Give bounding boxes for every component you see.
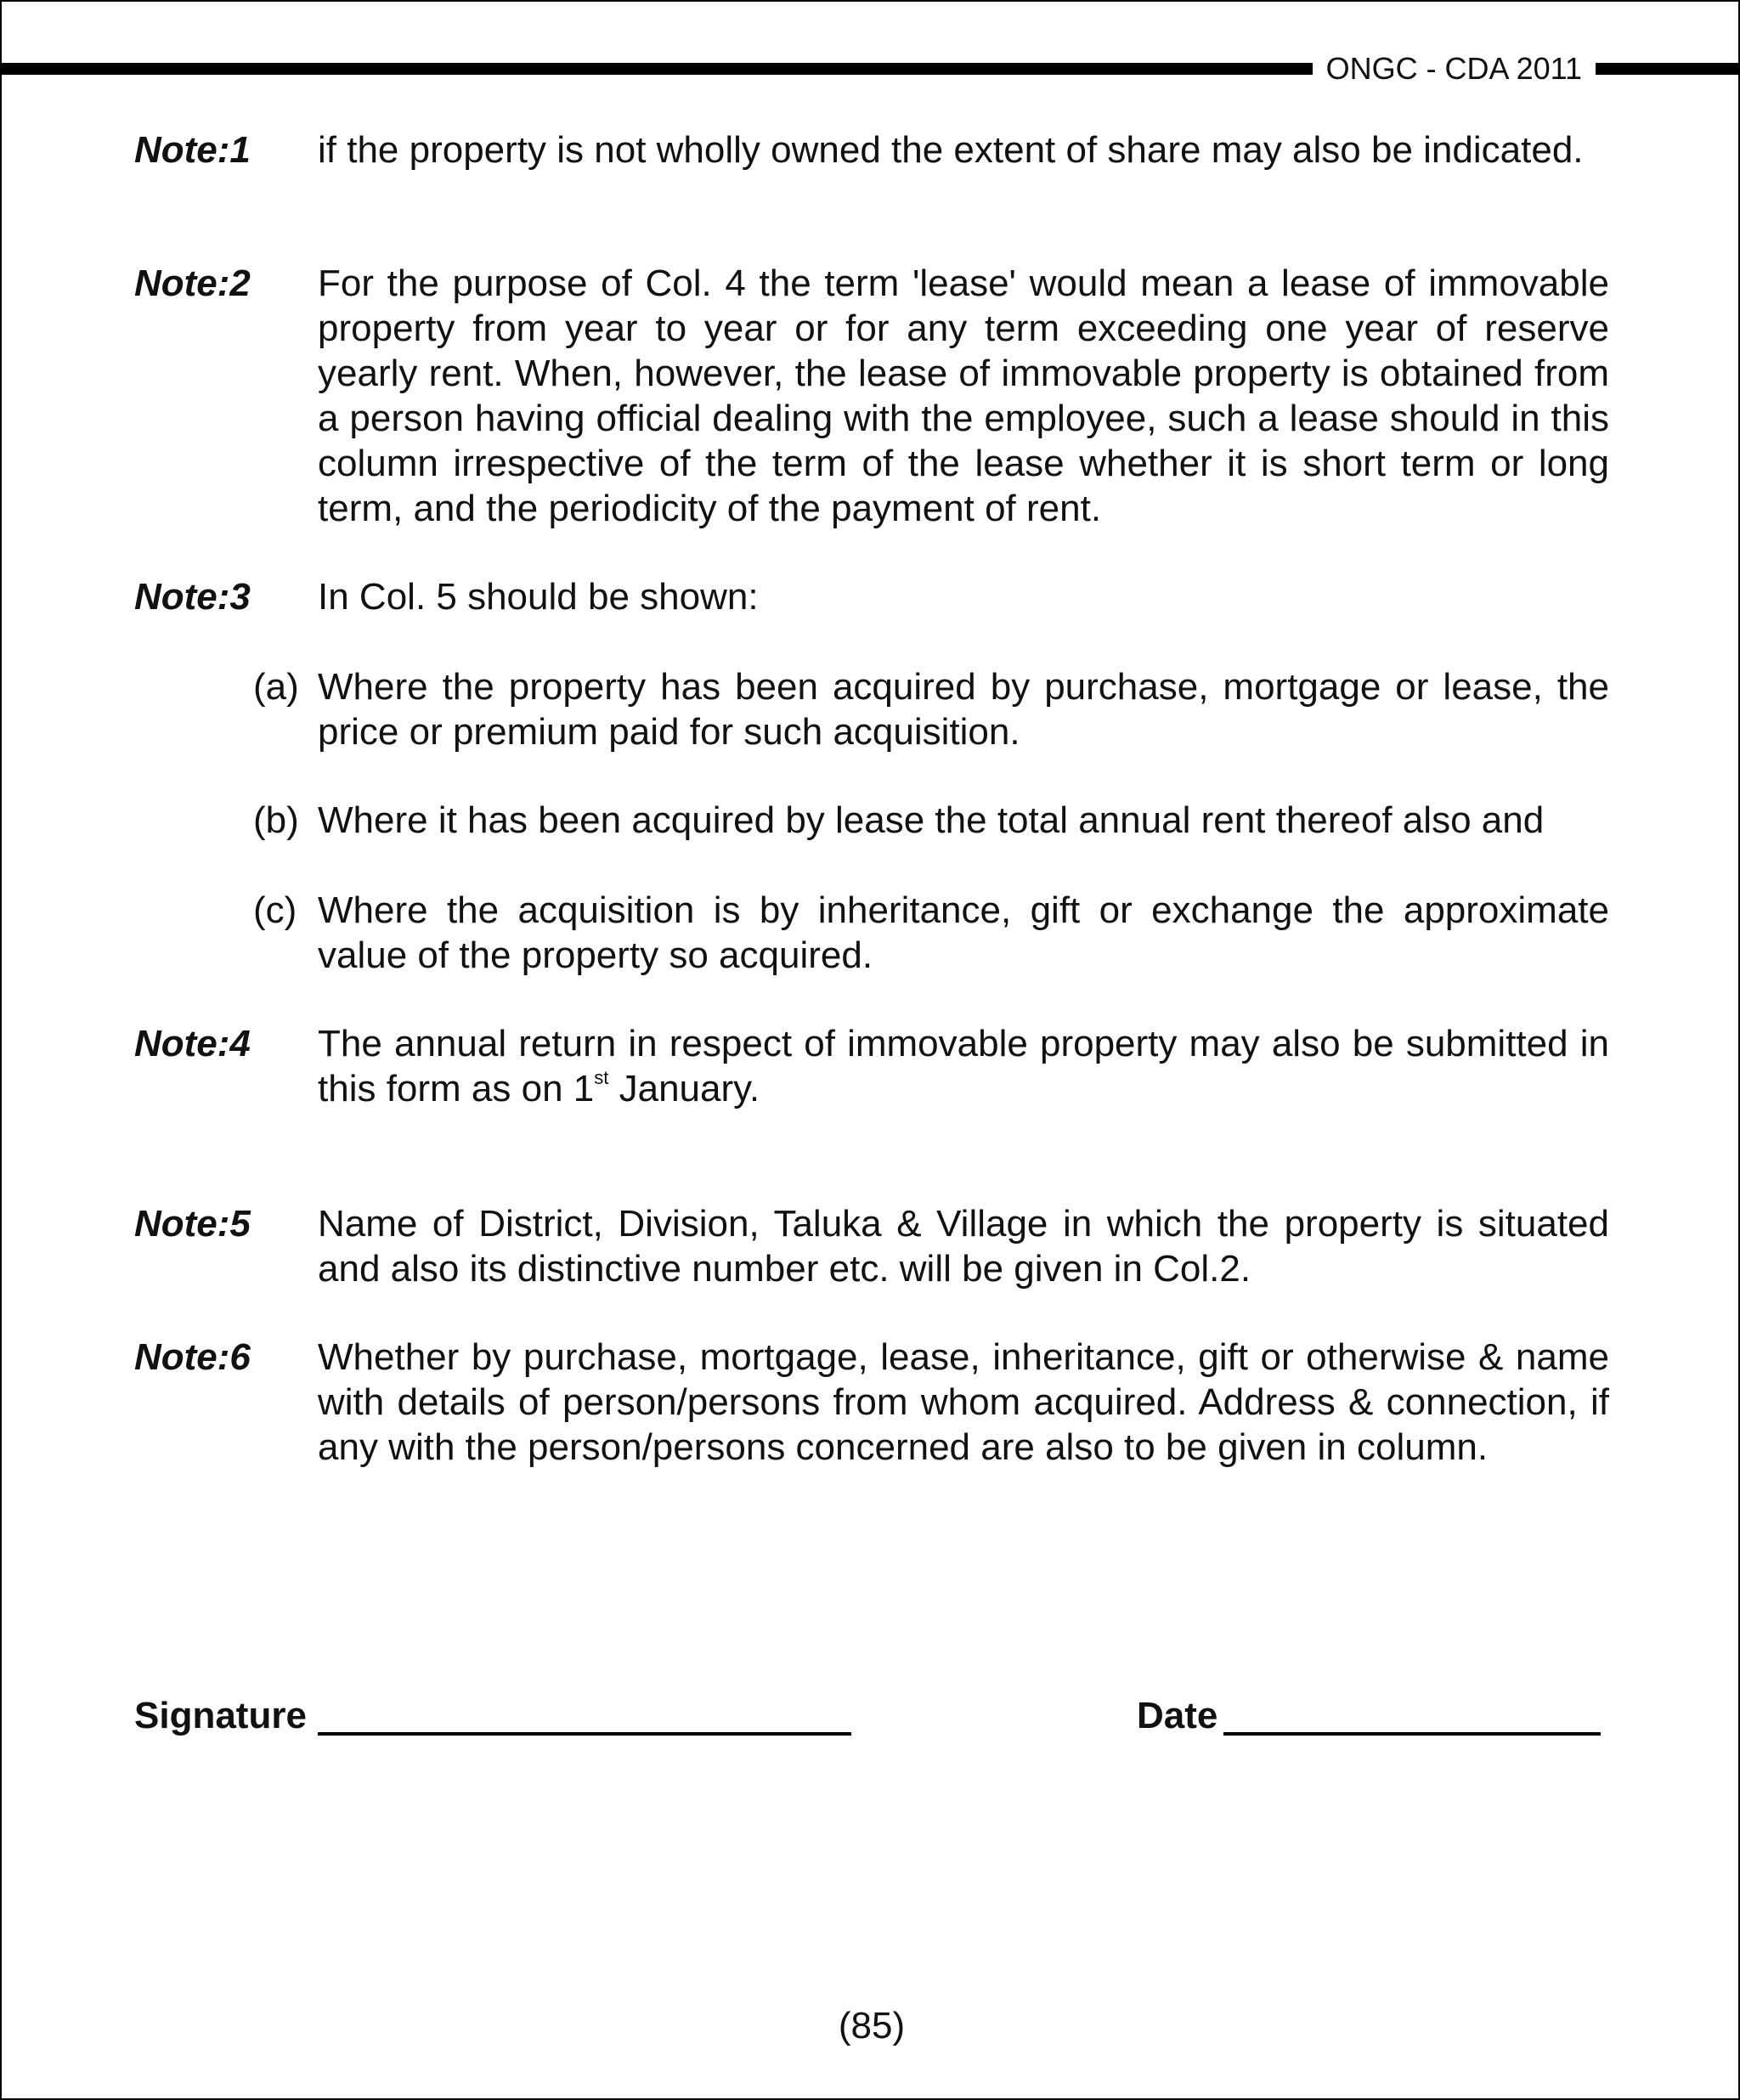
note-3-text: In Col. 5 should be shown: — [318, 576, 759, 618]
note-4-text-after: January. — [608, 1068, 760, 1109]
note-6-label: Note:6 — [134, 1336, 251, 1378]
signature-line — [318, 1732, 851, 1736]
note-1-text: if the property is not wholly owned the extent of share may also be indicated. — [318, 129, 1584, 171]
note-3-item-a-text: Where the property has been acquired by purchase, mortgage or lease, the price or premium paid for such acquisition. — [318, 666, 1609, 753]
note-3-item-c-text: Where the acquisition is by inheritance, gift or exchange the approximate value of the property so acquired. — [318, 889, 1609, 976]
date-line — [1223, 1732, 1601, 1736]
signature-label: Signature — [134, 1695, 307, 1736]
note-4-label: Note:4 — [134, 1023, 251, 1064]
page-number: (85) — [838, 2005, 906, 2046]
note-3-label: Note:3 — [134, 576, 251, 618]
note-6-text: Whether by purchase, mortgage, lease, inheritance, gift or otherwise & name with details of person/persons from whom acquired. Address & connection, if any with the person/persons concerned are also to be given in column. — [318, 1336, 1609, 1468]
note-2-text: For the purpose of Col. 4 the term 'lease' would mean a lease of immovable property from year to year or for any term exceeding one year of reserve yearly rent. When, however, the lease of immovable property is obtained from a person having official dealing with the employee, such a lease should in this column irrespective of the term of the lease whether it is short term or long term, and the periodicity of the payment of rent. — [318, 262, 1609, 529]
note-5-label: Note:5 — [134, 1203, 251, 1245]
note-3-item-a-label: (a) — [253, 666, 299, 708]
date-label: Date — [1137, 1695, 1218, 1736]
note-3-item-b-text: Where it has been acquired by lease the total annual rent thereof also and — [318, 799, 1545, 841]
note-3-item-b-label: (b) — [253, 799, 299, 841]
note-4-text — [318, 1021, 1609, 1111]
note-4-text-before: The annual return in respect of immovable property may also be submitted in this form as on 1 — [318, 1023, 1609, 1109]
header-rule-tail — [1596, 63, 1738, 75]
note-3-item-c-label: (c) — [253, 889, 297, 931]
note-2-label: Note:2 — [134, 262, 251, 304]
header-label: ONGC - CDA 2011 — [1313, 51, 1596, 87]
note-5-text: Name of District, Division, Taluka & Village in which the property is situated and also its distinctive number etc. will be given in Col.2. — [318, 1203, 1609, 1290]
note-4-superscript: st — [594, 1067, 609, 1088]
note-1-label: Note:1 — [134, 129, 251, 171]
